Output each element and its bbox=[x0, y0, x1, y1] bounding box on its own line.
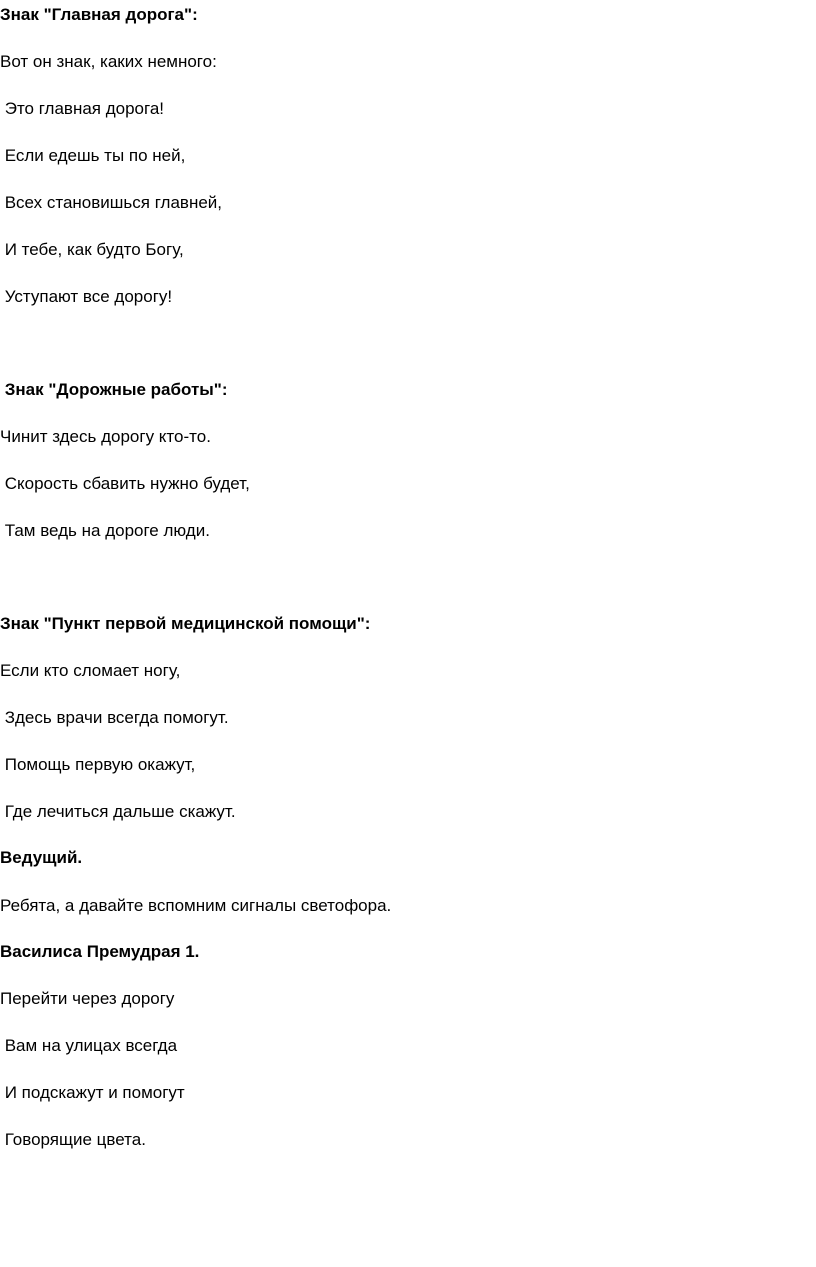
heading-vasilisa: Василиса Премудрая 1. bbox=[0, 942, 200, 961]
text-line: Здесь врачи всегда помогут. bbox=[0, 708, 229, 727]
heading-first-aid-sign: Знак "Пункт первой медицинской помощи": bbox=[0, 614, 371, 633]
text-line: Ребята, а давайте вспомним сигналы светофора. bbox=[0, 896, 392, 915]
text-line: Где лечиться дальше скажут. bbox=[0, 802, 236, 821]
text-line: Говорящие цвета. bbox=[0, 1130, 146, 1149]
text-line: Это главная дорога! bbox=[0, 99, 165, 118]
text-line: Если кто сломает ногу, bbox=[0, 661, 181, 680]
text-line: Скорость сбавить нужно будет, bbox=[0, 474, 250, 493]
text-line: Перейти через дорогу bbox=[0, 989, 175, 1008]
heading-road-works-sign: Знак "Дорожные работы": bbox=[0, 380, 228, 399]
text-line: Всех становишься главней, bbox=[0, 193, 223, 212]
text-line: Чинит здесь дорогу кто-то. bbox=[0, 427, 211, 446]
text-line: Вам на улицах всегда bbox=[0, 1036, 178, 1055]
text-line: Уступают все дорогу! bbox=[0, 287, 173, 306]
heading-host: Ведущий. bbox=[0, 848, 83, 867]
text-line: И тебе, как будто Богу, bbox=[0, 240, 184, 259]
text-line: Помощь первую окажут, bbox=[0, 755, 196, 774]
heading-main-road-sign: Знак "Главная дорога": bbox=[0, 5, 198, 24]
text-line: Там ведь на дороге люди. bbox=[0, 521, 210, 540]
text-line: Вот он знак, каких немного: bbox=[0, 52, 217, 71]
text-line: И подскажут и помогут bbox=[0, 1083, 185, 1102]
text-line: Если едешь ты по ней, bbox=[0, 146, 186, 165]
